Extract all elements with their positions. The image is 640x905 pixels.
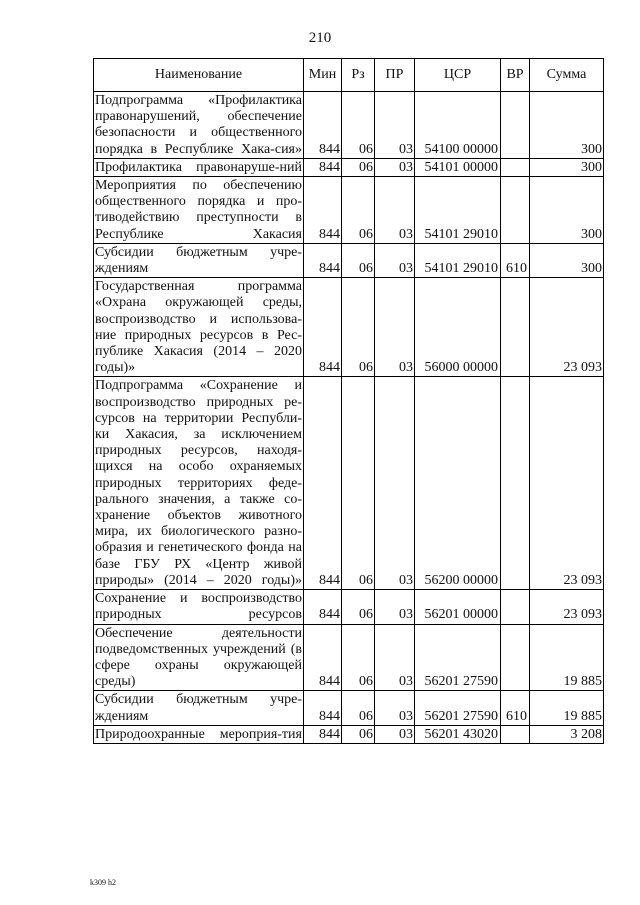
table-row — [94, 158, 604, 176]
row-pr-cell: 03 — [375, 158, 415, 176]
row-pr-cell: 03 — [375, 691, 415, 725]
row-csr-cell: 56201 43020 — [415, 725, 501, 743]
row-min-cell: 844 — [304, 278, 342, 377]
row-name-cell: Сохранение и воспроизводство природных ресурсов — [95, 591, 302, 623]
row-rz-cell: 06 — [342, 177, 375, 244]
table-row — [94, 691, 604, 725]
row-pr-cell: 03 — [375, 590, 415, 624]
row-min-cell: 844 — [304, 624, 342, 691]
row-name-cell: Субсидии бюджетным учре-ждениям — [95, 244, 302, 277]
row-pr-cell: 03 — [375, 624, 415, 691]
row-vr-cell — [501, 92, 530, 159]
row-rz-cell: 06 — [342, 377, 375, 590]
row-sum-cell: 300 — [530, 243, 604, 277]
header-pr: ПР — [375, 59, 415, 92]
table-row — [94, 243, 604, 277]
table-row — [94, 377, 604, 590]
header-csr: ЦСР — [415, 59, 501, 92]
row-rz-cell: 06 — [342, 624, 375, 691]
row-min-cell: 844 — [304, 177, 342, 244]
row-vr-cell — [501, 278, 530, 377]
row-rz-cell: 06 — [342, 92, 375, 159]
row-vr-cell — [501, 177, 530, 244]
row-sum-cell: 19 885 — [530, 691, 604, 725]
row-pr-cell: 03 — [375, 243, 415, 277]
row-vr-cell — [501, 624, 530, 691]
header-sum: Сумма — [530, 59, 604, 92]
row-csr-cell: 56200 00000 — [415, 377, 501, 590]
row-csr-cell: 56201 00000 — [415, 590, 501, 624]
row-csr-cell: 56000 00000 — [415, 278, 501, 377]
row-csr-cell: 54100 00000 — [415, 92, 501, 159]
row-pr-cell: 03 — [375, 177, 415, 244]
page-number: 210 — [308, 30, 332, 46]
budget-table — [93, 58, 604, 744]
header-rz: Рз — [342, 59, 375, 92]
table-row — [94, 624, 604, 691]
row-name-cell: Подпрограмма «Сохранение и воспроизводство природных ре-сурсов на территории Республи-ки Хакасия, за исключением природных ресурсов, находя-щихся на особо охраняемых природных территориях феде-рального значения, а также со-хранение объектов животного мира, их биологического разно-образия и генетического фонда на базе ГБУ РХ «Центр живой природы» (2014 – 2020 годы)» — [95, 378, 302, 588]
row-csr-cell: 54101 00000 — [415, 158, 501, 176]
row-sum-cell: 19 885 — [530, 624, 604, 691]
row-csr-cell: 56201 27590 — [415, 624, 501, 691]
row-pr-cell: 03 — [375, 92, 415, 159]
row-name-cell: Природоохранные мероприя-тия — [95, 726, 302, 742]
footer-stamp: k309 h2 — [90, 878, 116, 887]
row-vr-cell — [501, 158, 530, 176]
row-min-cell: 844 — [304, 92, 342, 159]
row-min-cell: 844 — [304, 590, 342, 624]
row-sum-cell: 23 093 — [530, 590, 604, 624]
row-min-cell: 844 — [304, 158, 342, 176]
row-name-cell: Государственная программа «Охрана окружающей среды, воспроизводство и использова-ние природных ресурсов в Рес-публике Хакасия (2014 – 2020 годы)» — [95, 279, 302, 376]
row-rz-cell: 06 — [342, 158, 375, 176]
row-name-cell: Субсидии бюджетным учре-ждениям — [95, 692, 302, 724]
row-pr-cell: 03 — [375, 377, 415, 590]
row-sum-cell: 23 093 — [530, 377, 604, 590]
header-name: Наименование — [94, 59, 304, 92]
table-row — [94, 177, 604, 244]
row-vr-cell: 610 — [501, 691, 530, 725]
row-vr-cell — [501, 725, 530, 743]
row-sum-cell: 300 — [530, 92, 604, 159]
table-row — [94, 590, 604, 624]
row-vr-cell — [501, 590, 530, 624]
header-vr: ВР — [501, 59, 530, 92]
row-rz-cell: 06 — [342, 691, 375, 725]
row-name-cell: Профилактика правонаруше-ний — [95, 159, 302, 175]
row-sum-cell: 300 — [530, 177, 604, 244]
table-row — [94, 278, 604, 377]
row-min-cell: 844 — [304, 377, 342, 590]
row-name-cell: Мероприятия по обеспечению общественного порядка и про-тиводействию преступности в Республике Хакасия — [95, 178, 302, 242]
row-pr-cell: 03 — [375, 725, 415, 743]
row-sum-cell: 300 — [530, 158, 604, 176]
row-min-cell: 844 — [304, 725, 342, 743]
row-name-cell: Подпрограмма «Профилактика правонарушений, обеспечение безопасности и общественного порядка в Республике Хака-сия» — [95, 93, 302, 157]
row-rz-cell: 06 — [342, 725, 375, 743]
row-csr-cell: 54101 29010 — [415, 243, 501, 277]
row-name-cell: Обеспечение деятельности подведомственных учреждений (в сфере охраны окружающей среды) — [95, 625, 302, 690]
row-vr-cell — [501, 377, 530, 590]
row-rz-cell: 06 — [342, 243, 375, 277]
row-csr-cell: 56201 27590 — [415, 691, 501, 725]
row-sum-cell: 3 208 — [530, 725, 604, 743]
row-min-cell: 844 — [304, 691, 342, 725]
row-min-cell: 844 — [304, 243, 342, 277]
row-csr-cell: 54101 29010 — [415, 177, 501, 244]
row-rz-cell: 06 — [342, 590, 375, 624]
table-header-row — [94, 59, 604, 92]
row-vr-cell: 610 — [501, 243, 530, 277]
table-row — [94, 725, 604, 743]
header-min: Мин — [304, 59, 342, 92]
row-rz-cell: 06 — [342, 278, 375, 377]
row-pr-cell: 03 — [375, 278, 415, 377]
row-sum-cell: 23 093 — [530, 278, 604, 377]
table-row — [94, 92, 604, 159]
